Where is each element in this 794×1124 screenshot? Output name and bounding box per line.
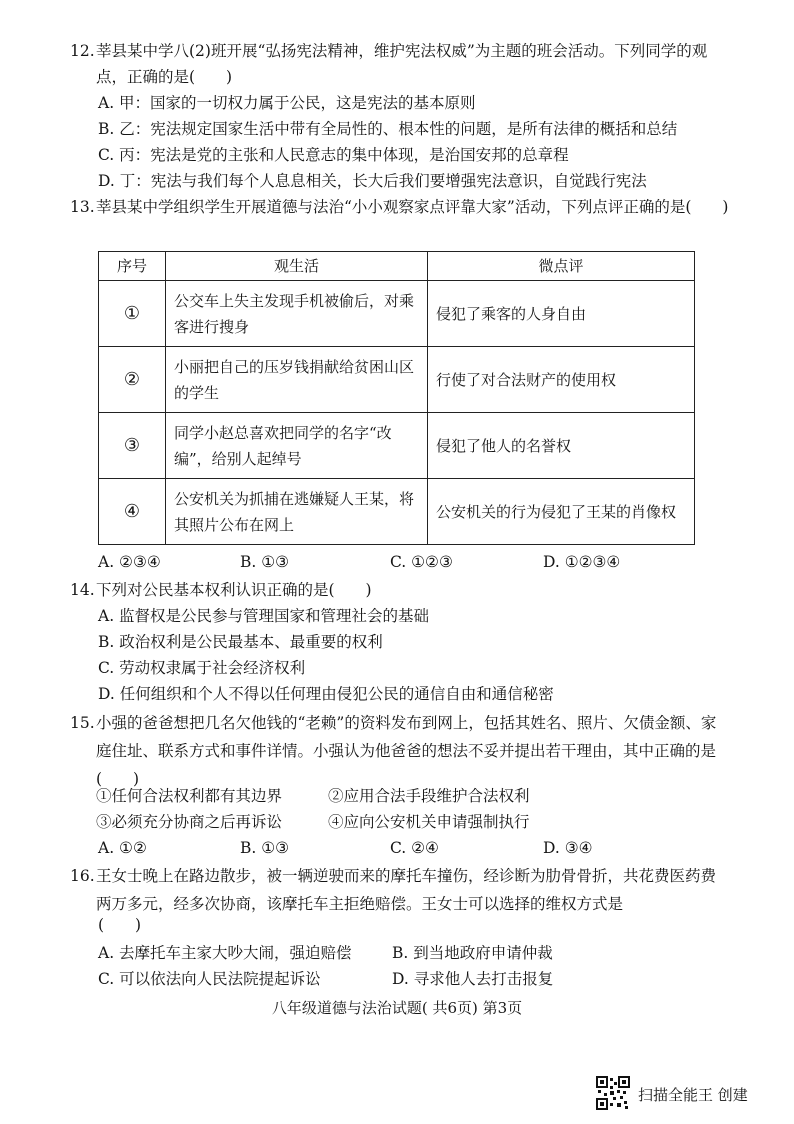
option-d: D. 寻求他人去打击报复 xyxy=(392,970,554,988)
table-cell: 公交车上失主发现手机被偷后，对乘客进行搜身 xyxy=(166,281,428,347)
table-cell: ④ xyxy=(99,479,166,545)
question-stem: 下列对公民基本权利认识正确的是( ) xyxy=(96,581,372,599)
table-cell: 公安机关为抓捕在逃嫌疑人王某，将其照片公布在网上 xyxy=(166,479,428,545)
question-14 xyxy=(70,577,730,603)
scanner-brand-label: 扫描全能王 创建 xyxy=(638,1086,748,1104)
review-table xyxy=(98,251,695,545)
question-number: 16. xyxy=(70,867,95,885)
table-cell: 同学小赵总喜欢把同学的名字“改编”，给别人起绰号 xyxy=(166,413,428,479)
statement-3: ③必须充分协商之后再诉讼 xyxy=(96,813,283,831)
table-cell: 侵犯了他人的名誉权 xyxy=(428,413,695,479)
table-row xyxy=(99,281,695,347)
question-number: 15. xyxy=(70,714,95,732)
option-b: B. ①③ xyxy=(240,553,290,571)
option-b: B. ①③ xyxy=(240,839,290,857)
option-c: C. 劳动权隶属于社会经济权利 xyxy=(98,659,306,677)
table-cell: 行使了对合法财产的使用权 xyxy=(428,347,695,413)
option-a: A. 去摩托车主家大吵大闹，强迫赔偿 xyxy=(98,944,352,962)
answer-blank: ( ) xyxy=(98,916,142,934)
table-cell: ② xyxy=(99,347,166,413)
question-15 xyxy=(70,709,730,793)
option-a: A. ②③④ xyxy=(98,553,161,571)
option-d: D. ①②③④ xyxy=(543,553,621,571)
option-c: C. ①②③ xyxy=(390,553,453,571)
option-c: C. ②④ xyxy=(390,839,439,857)
question-number: 12. xyxy=(70,42,95,60)
table-cell: ① xyxy=(99,281,166,347)
header-cell: 序号 xyxy=(99,252,166,281)
qr-code-icon xyxy=(596,1076,630,1110)
page-footer: 八年级道德与法治试题( 共6页) 第3页 xyxy=(271,999,523,1017)
question-number: 13. xyxy=(70,198,95,216)
option-b: B. 政治权利是公民最基本、最重要的权利 xyxy=(98,633,383,651)
statement-1: ①任何合法权利都有其边界 xyxy=(96,787,283,805)
question-16 xyxy=(70,862,730,918)
table-cell: 侵犯了乘客的人身自由 xyxy=(428,281,695,347)
header-cell: 微点评 xyxy=(428,252,695,281)
statement-4: ④应向公安机关申请强制执行 xyxy=(328,813,530,831)
table-row xyxy=(99,347,695,413)
option-a: A. 甲：国家的一切权力属于公民，这是宪法的基本原则 xyxy=(98,94,476,112)
option-a: A. 监督权是公民参与管理国家和管理社会的基础 xyxy=(98,607,430,625)
table-cell: ③ xyxy=(99,413,166,479)
table-header-row xyxy=(99,252,695,281)
table-cell: 小丽把自己的压岁钱捐献给贫困山区的学生 xyxy=(166,347,428,413)
question-stem: 莘县某中学组织学生开展道德与法治“小小观察家点评靠大家”活动，下列点评正确的是( ) xyxy=(96,198,729,216)
option-b: B. 乙：宪法规定国家生活中带有全局性的、根本性的问题，是所有法律的概括和总结 xyxy=(98,120,678,138)
header-cell: 观生活 xyxy=(166,252,428,281)
option-d: D. 任何组织和个人不得以任何理由侵犯公民的通信自由和通信秘密 xyxy=(98,685,554,703)
question-stem: 王女士晚上在路边散步，被一辆逆驶而来的摩托车撞伤，经诊断为肋骨骨折，共花费医药费两万多元，经多次协商，该摩托车主拒绝赔偿。王女士可以选择的维权方式是 xyxy=(96,867,717,913)
option-c: C. 可以依法向人民法院提起诉讼 xyxy=(98,970,321,988)
question-13 xyxy=(70,194,730,220)
option-c: C. 丙：宪法是党的主张和人民意志的集中体现，是治国安邦的总章程 xyxy=(98,146,569,164)
scanner-watermark xyxy=(596,1076,776,1114)
question-stem: 莘县某中学八(2)班开展“弘扬宪法精神，维护宪法权威”为主题的班会活动。下列同学的观点，正确的是( ) xyxy=(96,42,708,86)
question-number: 14. xyxy=(70,581,95,599)
table-row xyxy=(99,479,695,545)
question-stem: 小强的爸爸想把几名欠他钱的“老赖”的资料发布到网上，包括其姓名、照片、欠债金额、家庭住址、联系方式和事件详情。小强认为他爸爸的想法不妥并提出若干理由，其中正确的是( ) xyxy=(96,714,717,788)
table-cell: 公安机关的行为侵犯了王某的肖像权 xyxy=(428,479,695,545)
statement-2: ②应用合法手段维护合法权利 xyxy=(328,787,530,805)
option-d: D. ③④ xyxy=(543,839,593,857)
question-12 xyxy=(70,38,730,90)
option-b: B. 到当地政府申请仲裁 xyxy=(392,944,553,962)
option-d: D. 丁：宪法与我们每个人息息相关，长大后我们要增强宪法意识，自觉践行宪法 xyxy=(98,172,647,190)
table-row xyxy=(99,413,695,479)
option-a: A. ①② xyxy=(98,839,147,857)
